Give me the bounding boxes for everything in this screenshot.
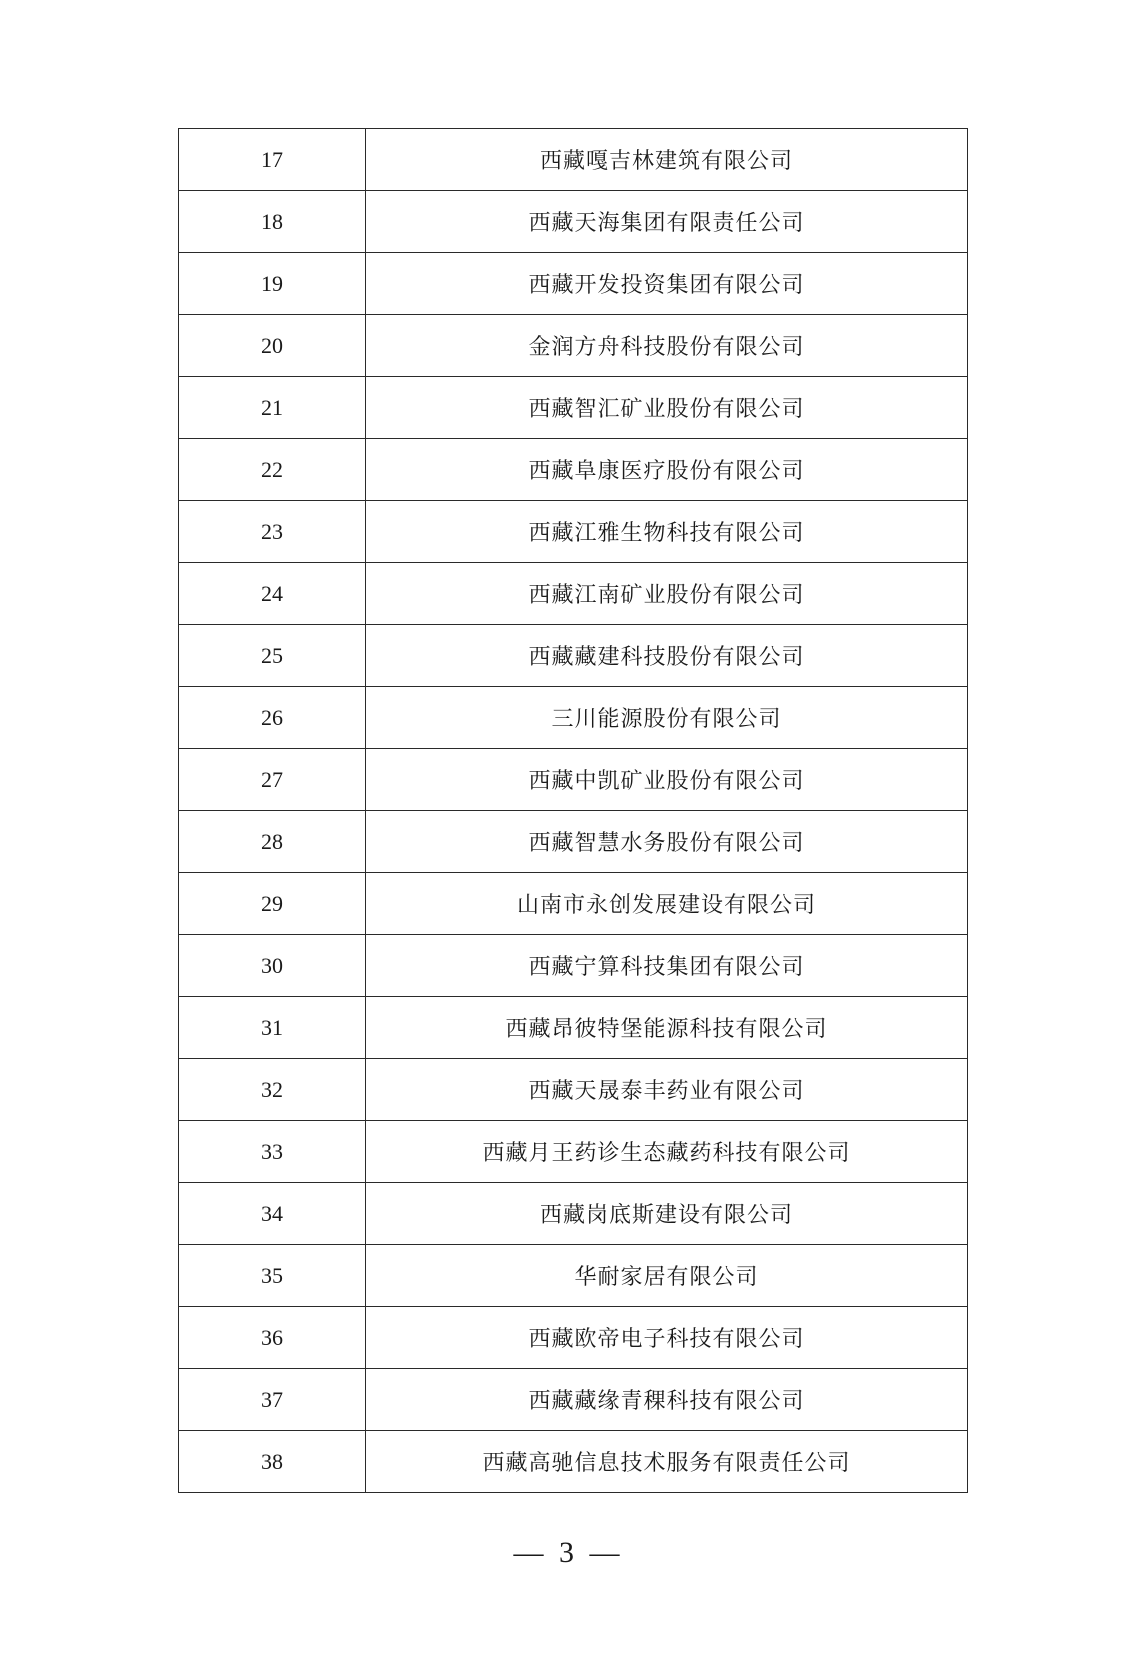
table-row xyxy=(179,687,968,749)
table-row xyxy=(179,997,968,1059)
company-name: 西藏中凯矿业股份有限公司 xyxy=(366,749,968,811)
table-row xyxy=(179,935,968,997)
table-row xyxy=(179,253,968,315)
company-name: 西藏阜康医疗股份有限公司 xyxy=(366,439,968,501)
table-row xyxy=(179,191,968,253)
row-number: 24 xyxy=(179,563,366,625)
table-body xyxy=(179,129,968,1493)
table-row xyxy=(179,563,968,625)
table-row xyxy=(179,377,968,439)
company-name: 西藏藏建科技股份有限公司 xyxy=(366,625,968,687)
row-number: 33 xyxy=(179,1121,366,1183)
table-row xyxy=(179,1307,968,1369)
company-name: 西藏月王药诊生态藏药科技有限公司 xyxy=(366,1121,968,1183)
table-row xyxy=(179,1121,968,1183)
table-row xyxy=(179,749,968,811)
table-row xyxy=(179,811,968,873)
row-number: 25 xyxy=(179,625,366,687)
row-number: 18 xyxy=(179,191,366,253)
company-name: 西藏智汇矿业股份有限公司 xyxy=(366,377,968,439)
row-number: 32 xyxy=(179,1059,366,1121)
company-name: 三川能源股份有限公司 xyxy=(366,687,968,749)
company-name: 西藏岗底斯建设有限公司 xyxy=(366,1183,968,1245)
company-name: 华耐家居有限公司 xyxy=(366,1245,968,1307)
company-name: 西藏昂彼特堡能源科技有限公司 xyxy=(366,997,968,1059)
table-row xyxy=(179,315,968,377)
row-number: 29 xyxy=(179,873,366,935)
row-number: 38 xyxy=(179,1431,366,1493)
row-number: 28 xyxy=(179,811,366,873)
table-row xyxy=(179,1059,968,1121)
table-row xyxy=(179,1183,968,1245)
row-number: 26 xyxy=(179,687,366,749)
company-name: 西藏藏缘青稞科技有限公司 xyxy=(366,1369,968,1431)
row-number: 19 xyxy=(179,253,366,315)
table-row xyxy=(179,439,968,501)
table-row xyxy=(179,1369,968,1431)
row-number: 34 xyxy=(179,1183,366,1245)
company-name: 西藏开发投资集团有限公司 xyxy=(366,253,968,315)
company-name: 山南市永创发展建设有限公司 xyxy=(366,873,968,935)
row-number: 21 xyxy=(179,377,366,439)
row-number: 35 xyxy=(179,1245,366,1307)
company-name: 西藏天晟泰丰药业有限公司 xyxy=(366,1059,968,1121)
row-number: 22 xyxy=(179,439,366,501)
table-row xyxy=(179,129,968,191)
company-name: 西藏高驰信息技术服务有限责任公司 xyxy=(366,1431,968,1493)
row-number: 23 xyxy=(179,501,366,563)
company-name: 西藏嘎吉林建筑有限公司 xyxy=(366,129,968,191)
company-name: 西藏宁算科技集团有限公司 xyxy=(366,935,968,997)
company-list-table xyxy=(178,128,968,1493)
table-row xyxy=(179,625,968,687)
company-name: 西藏江雅生物科技有限公司 xyxy=(366,501,968,563)
company-name: 金润方舟科技股份有限公司 xyxy=(366,315,968,377)
row-number: 36 xyxy=(179,1307,366,1369)
row-number: 27 xyxy=(179,749,366,811)
page-number: — 3 — xyxy=(513,1536,624,1569)
table-row xyxy=(179,1431,968,1493)
table-row xyxy=(179,1245,968,1307)
row-number: 30 xyxy=(179,935,366,997)
row-number: 31 xyxy=(179,997,366,1059)
company-name: 西藏智慧水务股份有限公司 xyxy=(366,811,968,873)
company-name: 西藏欧帝电子科技有限公司 xyxy=(366,1307,968,1369)
row-number: 20 xyxy=(179,315,366,377)
company-name: 西藏江南矿业股份有限公司 xyxy=(366,563,968,625)
company-name: 西藏天海集团有限责任公司 xyxy=(366,191,968,253)
table-row xyxy=(179,501,968,563)
row-number: 37 xyxy=(179,1369,366,1431)
row-number: 17 xyxy=(179,129,366,191)
table-row xyxy=(179,873,968,935)
